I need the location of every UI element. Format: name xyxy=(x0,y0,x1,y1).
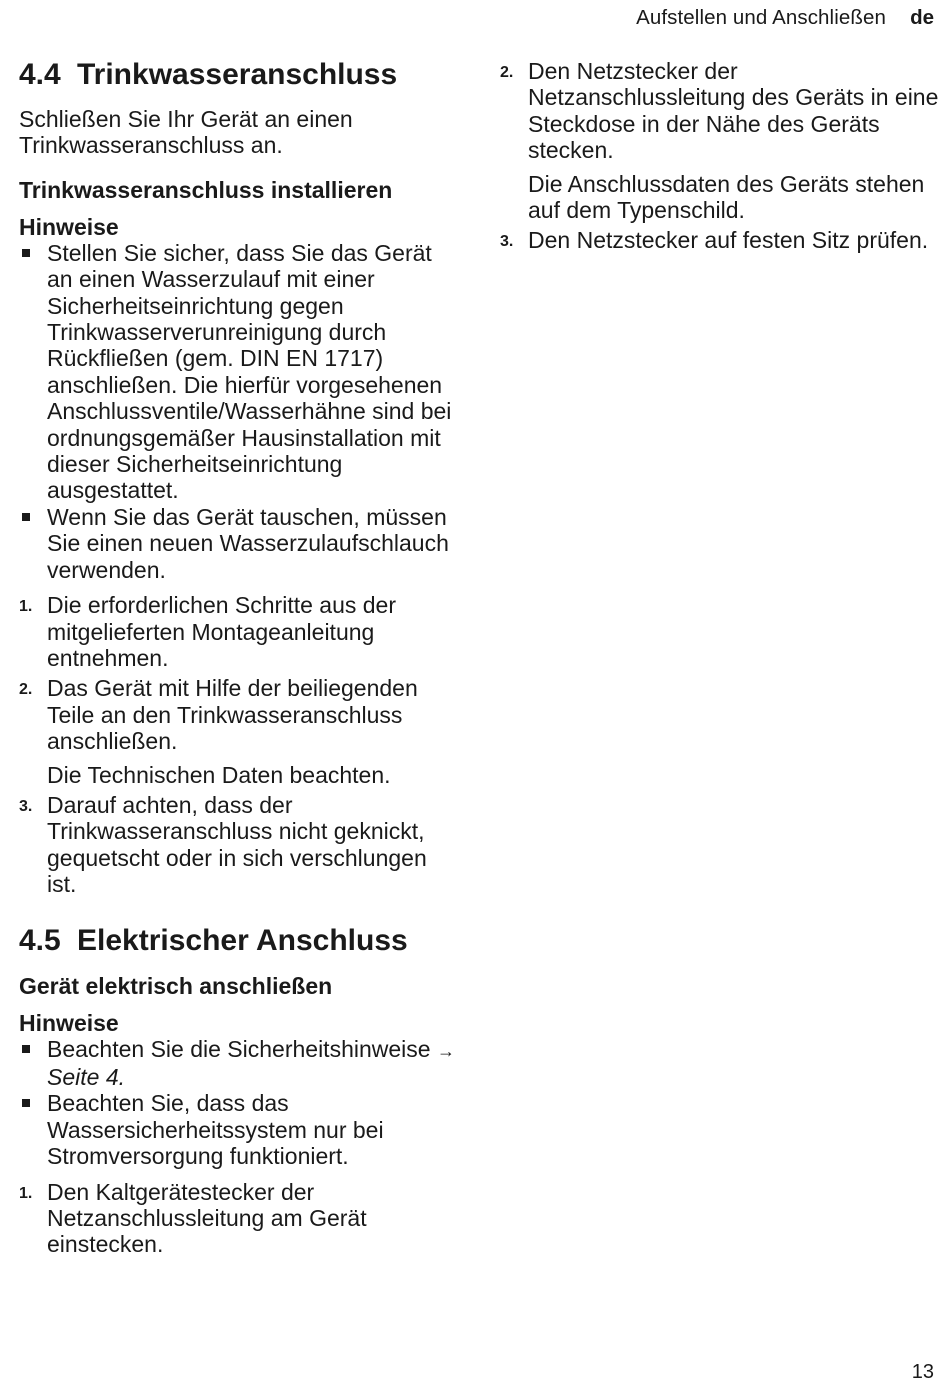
note-text: Beachten Sie, dass das Wassersicherheitssystem nur bei Stromversorgung funktioniert. xyxy=(47,1090,384,1170)
step-note: Die Anschlussdaten des Geräts stehen auf dem Typenschild. xyxy=(528,170,925,224)
subheading-connect-electric: Gerät elektrisch anschließen xyxy=(19,972,333,999)
notes-label: Hinweise xyxy=(19,1009,119,1036)
note-text: Wenn Sie das Gerät tauschen, müssen Sie einen neuen Wasserzulaufschlauch verwenden. xyxy=(47,503,449,583)
note-text: Stellen Sie sicher, dass Sie das Gerät an einen Wasserzulauf mit einer Sicherheitseinrichtung gegen Trinkwasserverunreinigung durch Rückfließen (gem. DIN EN 1717) anschließen. Die hierfür vorgesehenen Anschlussventile/Wasserhähne sind bei ordnungsgemäßer Hausinstallation mit dieser Sicherheitseinrichtung ausgestattet. xyxy=(47,239,452,504)
list-item xyxy=(19,504,459,583)
bullet-square-icon xyxy=(22,1099,30,1107)
step-text: Darauf achten, dass der Trinkwasseranschluss nicht geknickt, gequetscht oder in sich verschlungen ist. xyxy=(47,791,427,898)
section-title: Elektrischer Anschluss xyxy=(77,923,408,957)
list-item xyxy=(19,1036,459,1091)
running-header-language: de xyxy=(910,6,934,29)
section-number: 4.5 xyxy=(19,923,61,957)
step-item xyxy=(19,675,459,788)
note-text: Beachten Sie die Sicherheitshinweise xyxy=(47,1035,431,1062)
step-item xyxy=(19,592,459,671)
left-column xyxy=(19,58,459,1258)
bullet-square-icon xyxy=(22,249,30,257)
list-item xyxy=(19,240,459,504)
step-number: 3. xyxy=(19,797,33,815)
page-reference-link[interactable]: Seite 4 xyxy=(47,1063,119,1090)
steps-list xyxy=(19,592,459,897)
step-number: 1. xyxy=(19,1184,33,1202)
step-number: 2. xyxy=(500,64,514,81)
step-text: Den Netzstecker auf festen Sitz prüfen. xyxy=(528,227,929,254)
arrow-right-icon: → xyxy=(436,1040,455,1061)
section-number: 4.4 xyxy=(19,58,61,91)
step-item xyxy=(500,58,940,223)
notes-list xyxy=(19,240,459,583)
step-item xyxy=(19,792,459,898)
step-text: Den Netzstecker der Netzanschlussleitung des Geräts in eine Steckdose in der Nähe des Geräts stecken. xyxy=(528,58,939,164)
right-column xyxy=(500,58,940,254)
sentence-period: . xyxy=(118,1063,125,1090)
step-number: 1. xyxy=(19,598,33,616)
step-item xyxy=(500,227,940,253)
step-note: Die Technischen Daten beachten. xyxy=(47,761,391,788)
bullet-square-icon xyxy=(22,1045,30,1053)
step-text: Das Gerät mit Hilfe der beiliegenden Teile an den Trinkwasseranschluss anschließen. xyxy=(47,675,418,755)
step-text: Die erforderlichen Schritte aus der mitgelieferten Montageanleitung entnehmen. xyxy=(47,592,396,671)
steps-list-continued xyxy=(500,58,940,254)
section-heading-4-4 xyxy=(19,58,459,92)
section-intro: Schließen Sie Ihr Gerät an einen Trinkwasseranschluss an. xyxy=(19,106,353,159)
running-header-section: Aufstellen und Anschließen xyxy=(636,6,886,29)
step-number: 2. xyxy=(19,681,33,699)
page-number: 13 xyxy=(911,1361,934,1383)
section-heading-4-5 xyxy=(19,924,459,958)
list-item xyxy=(19,1090,459,1169)
step-number: 3. xyxy=(500,233,514,251)
notes-label: Hinweise xyxy=(19,213,119,240)
steps-list xyxy=(19,1179,459,1258)
section-title: Trinkwasseranschluss xyxy=(77,58,398,91)
notes-list xyxy=(19,1036,459,1170)
step-item xyxy=(19,1179,459,1258)
bullet-square-icon xyxy=(22,513,30,521)
step-text: Den Kaltgerätestecker der Netzanschlussleitung am Gerät einstecken. xyxy=(47,1178,367,1258)
subheading-install-water: Trinkwasseranschluss installieren xyxy=(19,176,393,203)
